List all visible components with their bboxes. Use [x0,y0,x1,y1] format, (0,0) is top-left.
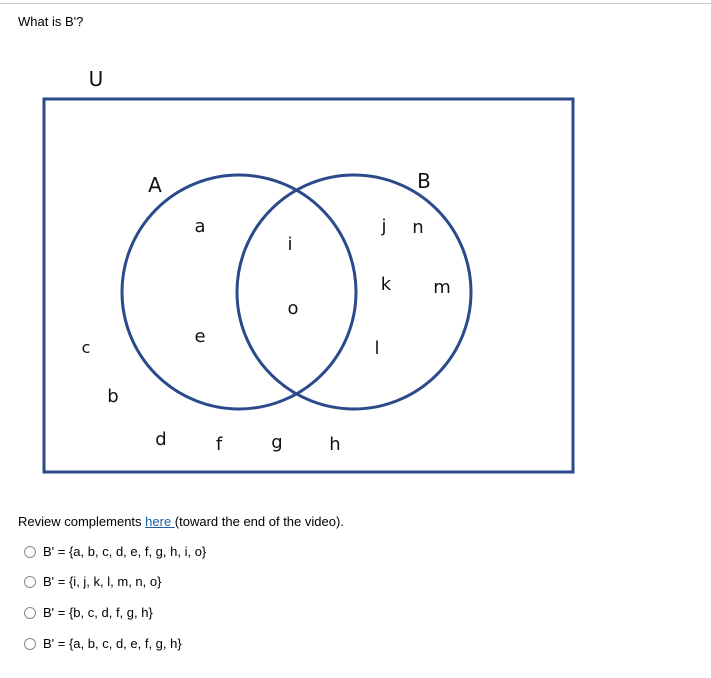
element-d: d [155,429,167,450]
answer-option-2[interactable] [24,574,161,589]
answer-option-3[interactable] [24,605,153,620]
answer-option-4[interactable] [24,636,182,651]
element-g: g [271,432,283,453]
review-suffix: (toward the end of the video). [174,514,344,529]
radio-button-4[interactable] [24,638,36,650]
answer-option-3-label: B' = {b, c, d, f, g, h} [43,605,153,620]
element-o: o [287,298,299,319]
element-j: j [381,216,387,237]
radio-button-1[interactable] [24,546,36,558]
element-a: a [194,216,206,237]
element-l: l [374,338,380,359]
review-note [18,514,344,529]
radio-button-2[interactable] [24,576,36,588]
element-n: n [412,217,424,238]
review-link[interactable]: here [145,514,175,529]
element-k: k [380,274,392,295]
radio-button-3[interactable] [24,607,36,619]
question-text: What is B'? [18,14,84,29]
element-h: h [329,434,341,455]
element-i: i [287,234,293,255]
set-a-circle [122,175,356,409]
element-c: c [81,338,91,357]
set-a-label: A [148,173,162,197]
element-b: b [107,386,119,407]
answer-option-1[interactable] [24,544,206,559]
answer-option-1-label: B' = {a, b, c, d, e, f, g, h, i, o} [43,544,207,559]
set-b-label: B [417,169,431,193]
element-e: e [194,326,206,347]
universe-label: U [88,67,104,91]
answer-option-2-label: B' = {i, j, k, l, m, n, o} [43,574,162,589]
element-f: f [215,434,223,455]
review-prefix: Review complements [18,514,146,529]
element-m: m [433,277,451,298]
answer-option-4-label: B' = {a, b, c, d, e, f, g, h} [43,636,182,651]
